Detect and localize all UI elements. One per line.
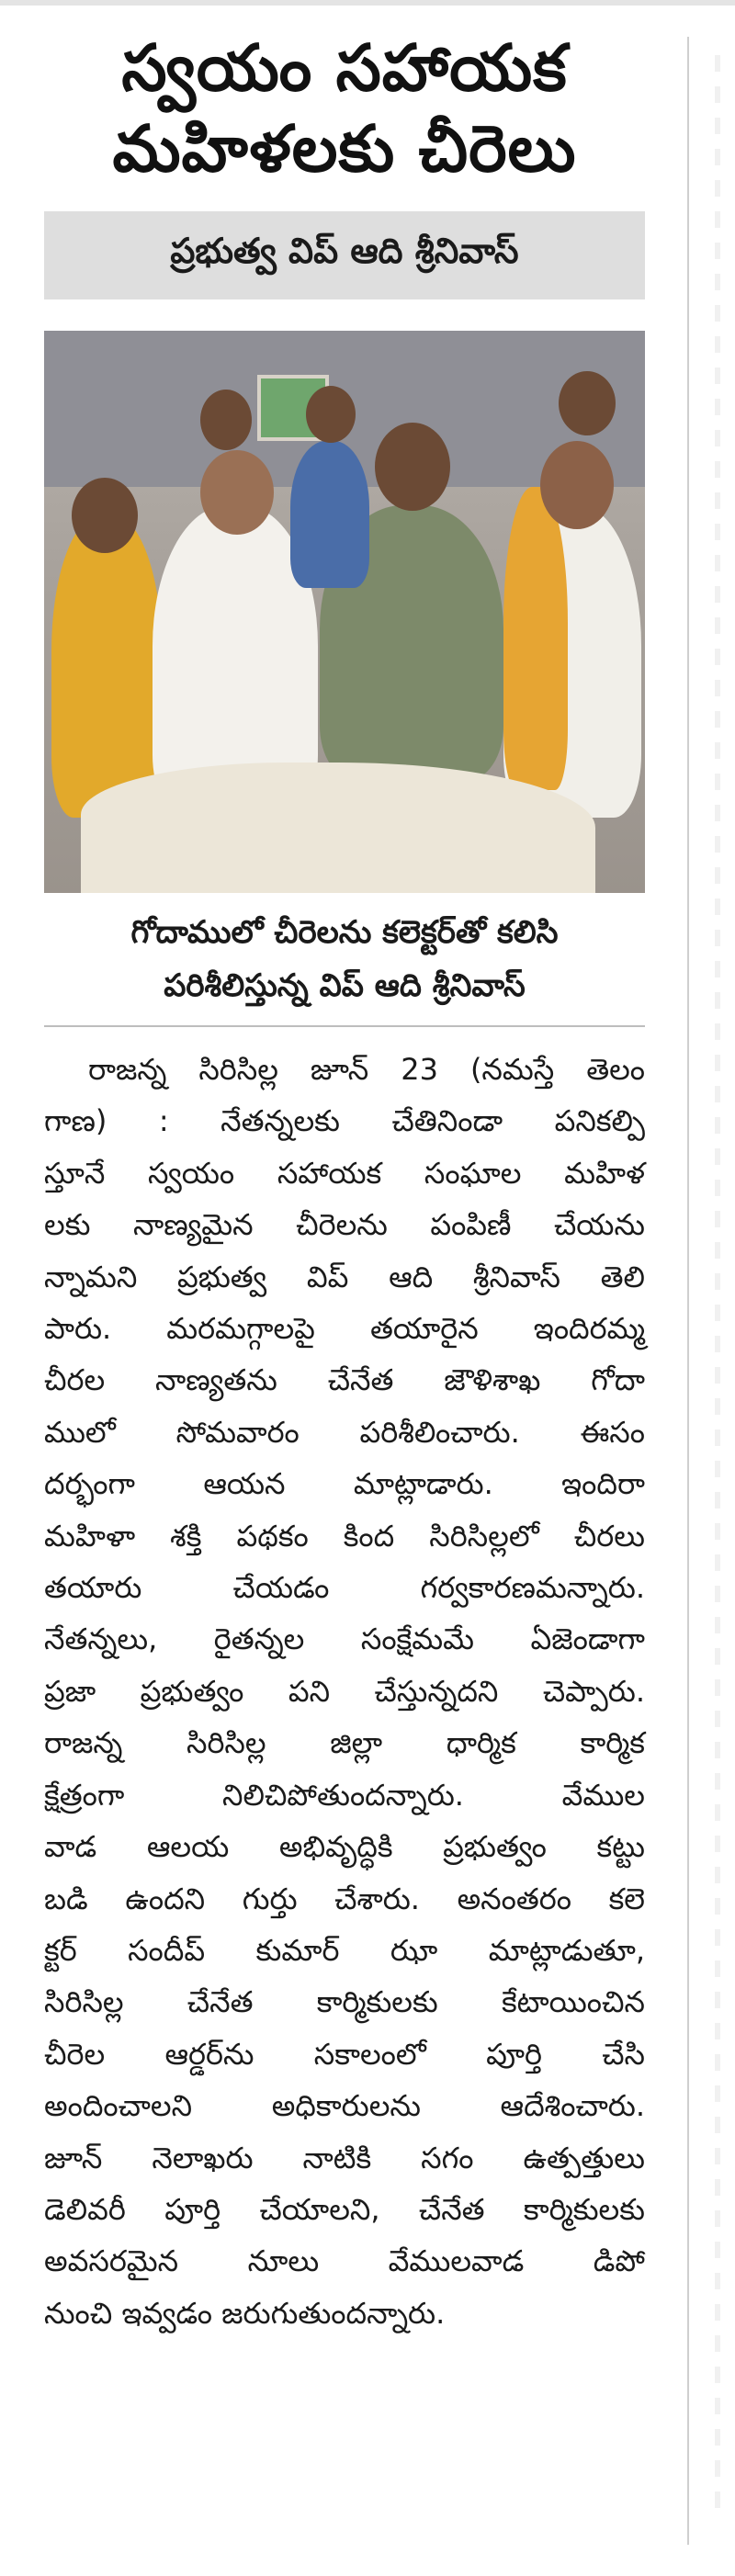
adjacent-page-edge — [715, 55, 720, 2517]
subheading-box — [44, 211, 645, 299]
body-line: రాజన్న సిరిసిల్ల జూన్ 23 (నమస్తే తెలం — [88, 1052, 645, 1087]
body-line: వాడ ఆలయ అభివృద్ధికి ప్రభుత్వం కట్టు — [44, 1829, 645, 1865]
photo-person-head — [375, 423, 450, 511]
photo-person-head — [559, 371, 616, 435]
caption-line: గోదాములో చీరెలను కలెక్టర్‌తో కలిసి — [130, 914, 559, 951]
body-line: అవసరమైన నూలు వేములవాడ డిపో — [44, 2243, 645, 2279]
column-divider — [687, 37, 689, 2545]
body-line: లకు నాణ్యమైన చీరెలను పంపిణీ చేయను — [44, 1207, 645, 1243]
body-line: ములో సోమవారం పరిశీలించారు. ఈసం — [44, 1414, 645, 1450]
body-line: క్షేత్రంగా నిలిచిపోతుందన్నారు. వేముల — [44, 1777, 645, 1813]
news-photo — [44, 331, 645, 893]
photo-person-head — [200, 450, 274, 535]
photo-saree-cloth — [81, 763, 595, 893]
body-line: న్నామని ప్రభుత్వ విప్ ఆది శ్రీనివాస్ తెలి — [44, 1259, 645, 1294]
body-line: స్తూనే స్వయం సహాయక సంఘాల మహిళ — [44, 1155, 645, 1191]
body-line: డెలివరీ పూర్తి చేయాలని, చేనేత కార్మికులకు — [44, 2191, 645, 2227]
caption-line: పరిశీలిస్తున్న విప్ ఆది శ్రీనివాస్ — [164, 967, 526, 1004]
photo-person-head — [200, 390, 252, 450]
article-body — [44, 1044, 645, 2339]
photo-caption — [44, 906, 645, 1027]
photo-person — [290, 441, 369, 588]
subheading: ప్రభుత్వ విప్ ఆది శ్రీనివాస్ — [170, 231, 519, 271]
photo-person-head — [72, 478, 138, 553]
photo-person — [51, 514, 162, 818]
photo-person-head — [306, 386, 356, 443]
body-line: ప్రజా ప్రభుత్వం పని చేస్తున్నదని చెప్పారు. — [44, 1673, 645, 1709]
photo-person-shawl — [503, 487, 568, 790]
headline-line: మహిళలకు చీరెలు — [112, 111, 577, 186]
news-article — [44, 28, 645, 2339]
photo-person-head — [540, 441, 614, 529]
body-line: అందించాలని అధికారులను ఆదేశించారు. — [44, 2088, 645, 2124]
body-line: గాణ) : నేతన్నలకు చేతినిండా పనికల్పి — [44, 1103, 645, 1139]
body-line: తయారు చేయడం గర్వకారణమన్నారు. — [44, 1570, 645, 1606]
headline — [44, 28, 645, 189]
body-line: క్టర్ సందీప్ కుమార్ ఝా మాట్లాడుతూ, — [44, 1932, 645, 1968]
body-line: దర్భంగా ఆయన మాట్లాడారు. ఇందిరా — [44, 1466, 645, 1502]
headline-line: స్వయం సహాయక — [121, 30, 568, 106]
body-line: నేతన్నలు, రైతన్నల సంక్షేమమే ఏజెండాగా — [44, 1621, 645, 1657]
page-top-rule — [0, 0, 735, 6]
body-line: చీరెల ఆర్డర్‌ను సకాలంలో పూర్తి చేసి — [44, 2036, 645, 2072]
body-line: మహిళా శక్తి పథకం కింద సిరిసిల్లలో చీరలు — [44, 1518, 645, 1554]
body-line: పారు. మరమగ్గాలపై తయారైన ఇందిరమ్మ — [44, 1311, 645, 1347]
body-line: రాజన్న సిరిసిల్ల జిల్లా ధార్మిక కార్మిక — [44, 1725, 645, 1761]
body-line: బడి ఉందని గుర్తు చేశారు. అనంతరం కలె — [44, 1881, 645, 1916]
body-line: సిరిసిల్ల చేనేత కార్మికులకు కేటాయించిన — [44, 1984, 645, 2020]
body-line: జూన్ నెలాఖరు నాటికి సగం ఉత్పత్తులు — [44, 2140, 645, 2175]
body-line: చీరల నాణ్యతను చేనేత జౌళిశాఖ గోదా — [44, 1362, 645, 1398]
body-line: నుంచి ఇవ్వడం జరుగుతుందన్నారు. — [44, 2295, 446, 2331]
